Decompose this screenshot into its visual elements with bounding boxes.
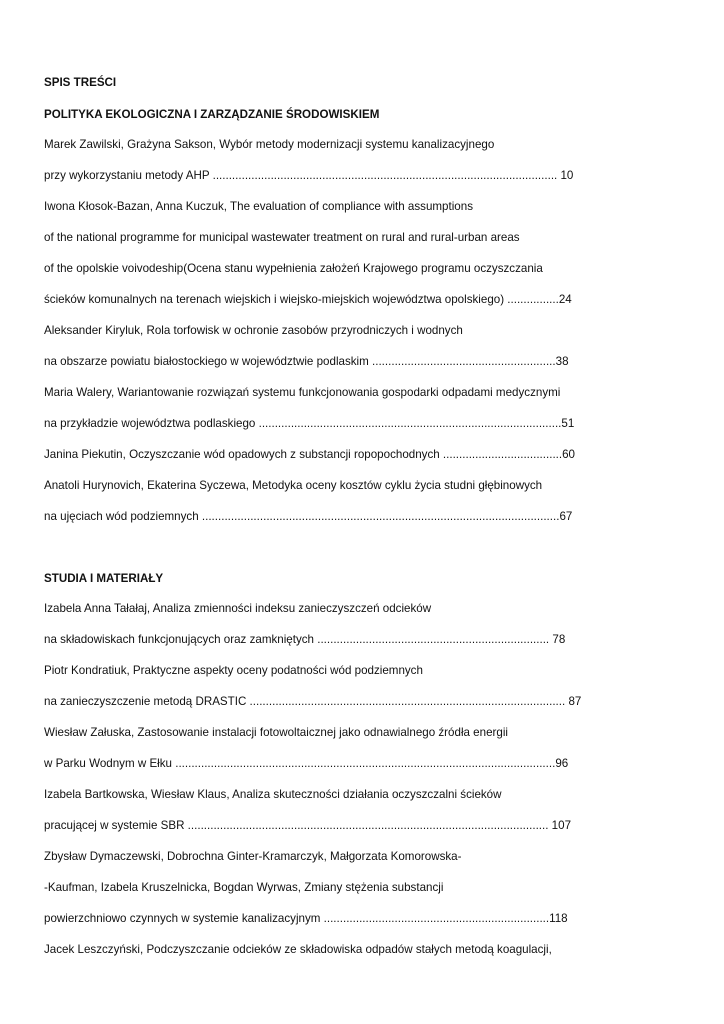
toc-line: Anatoli Hurynovich, Ekaterina Syczewa, Metodyka oceny kosztów cyklu życia studni głębinowych — [44, 479, 543, 492]
toc-title: SPIS TREŚCI — [44, 76, 117, 89]
toc-line: of the opolskie voivodeship(Ocena stanu wypełnienia założeń Krajowego programu oczyszczania — [44, 262, 543, 275]
toc-line: na zanieczyszczenie metodą DRASTIC .................................................................................................. 87 — [44, 695, 582, 708]
toc-line: ścieków komunalnych na terenach wiejskich i wiejsko-miejskich województwa opolskiego) ................24 — [44, 293, 572, 306]
toc-line: Iwona Kłosok-Bazan, Anna Kuczuk, The evaluation of compliance with assumptions — [44, 200, 473, 213]
toc-line: pracującej w systemie SBR ................................................................................................................ 107 — [44, 819, 572, 832]
toc-line: Aleksander Kiryluk, Rola torfowisk w ochronie zasobów przyrodniczych i wodnych — [44, 324, 463, 337]
toc-line: Marek Zawilski, Grażyna Sakson, Wybór metody modernizacji systemu kanalizacyjnego — [44, 138, 495, 151]
toc-line: Piotr Kondratiuk, Praktyczne aspekty oceny podatności wód podziemnych — [44, 664, 423, 677]
toc-line: w Parku Wodnym w Ełku ......................................................................................................................96 — [44, 757, 569, 770]
toc-line: powierzchniowo czynnych w systemie kanalizacyjnym ......................................................................118 — [44, 912, 568, 925]
toc-line: Wiesław Załuska, Zastosowanie instalacji fotowoltaicznej jako odnawialnego źródła energii — [44, 726, 508, 739]
toc-line: Janina Piekutin, Oczyszczanie wód opadowych z substancji ropopochodnych .....................................60 — [44, 448, 575, 461]
toc-line: Jacek Leszczyński, Podczyszczanie odcieków ze składowiska odpadów stałych metodą koagulacji, — [44, 943, 552, 956]
section-heading-studies: STUDIA I MATERIAŁY — [44, 572, 164, 585]
toc-line: na obszarze powiatu białostockiego w województwie podlaskim .........................................................38 — [44, 355, 569, 368]
toc-line: Maria Walery, Wariantowanie rozwiązań systemu funkcjonowania gospodarki odpadami medycznymi — [44, 386, 561, 399]
toc-line: Izabela Anna Tałałaj, Analiza zmienności indeksu zanieczyszczeń odcieków — [44, 602, 432, 615]
toc-line: przy wykorzystaniu metody AHP ........................................................................................................... 10 — [44, 169, 574, 182]
section-heading-ecology: POLITYKA EKOLOGICZNA I ZARZĄDZANIE ŚRODOWISKIEM — [44, 108, 380, 121]
toc-line: na ujęciach wód podziemnych ...............................................................................................................67 — [44, 510, 573, 523]
toc-line: na składowiskach funkcjonujących oraz zamkniętych ........................................................................ 78 — [44, 633, 566, 646]
toc-line: Izabela Bartkowska, Wiesław Klaus, Analiza skuteczności działania oczyszczalni ścieków — [44, 788, 502, 801]
toc-line: -Kaufman, Izabela Kruszelnicka, Bogdan Wyrwas, Zmiany stężenia substancji — [44, 881, 444, 894]
toc-line: of the national programme for municipal wastewater treatment on rural and rural-urban areas — [44, 231, 520, 244]
toc-line: Zbysław Dymaczewski, Dobrochna Ginter-Kramarczyk, Małgorzata Komorowska- — [44, 850, 462, 863]
toc-line: na przykładzie województwa podlaskiego ..............................................................................................51 — [44, 417, 575, 430]
